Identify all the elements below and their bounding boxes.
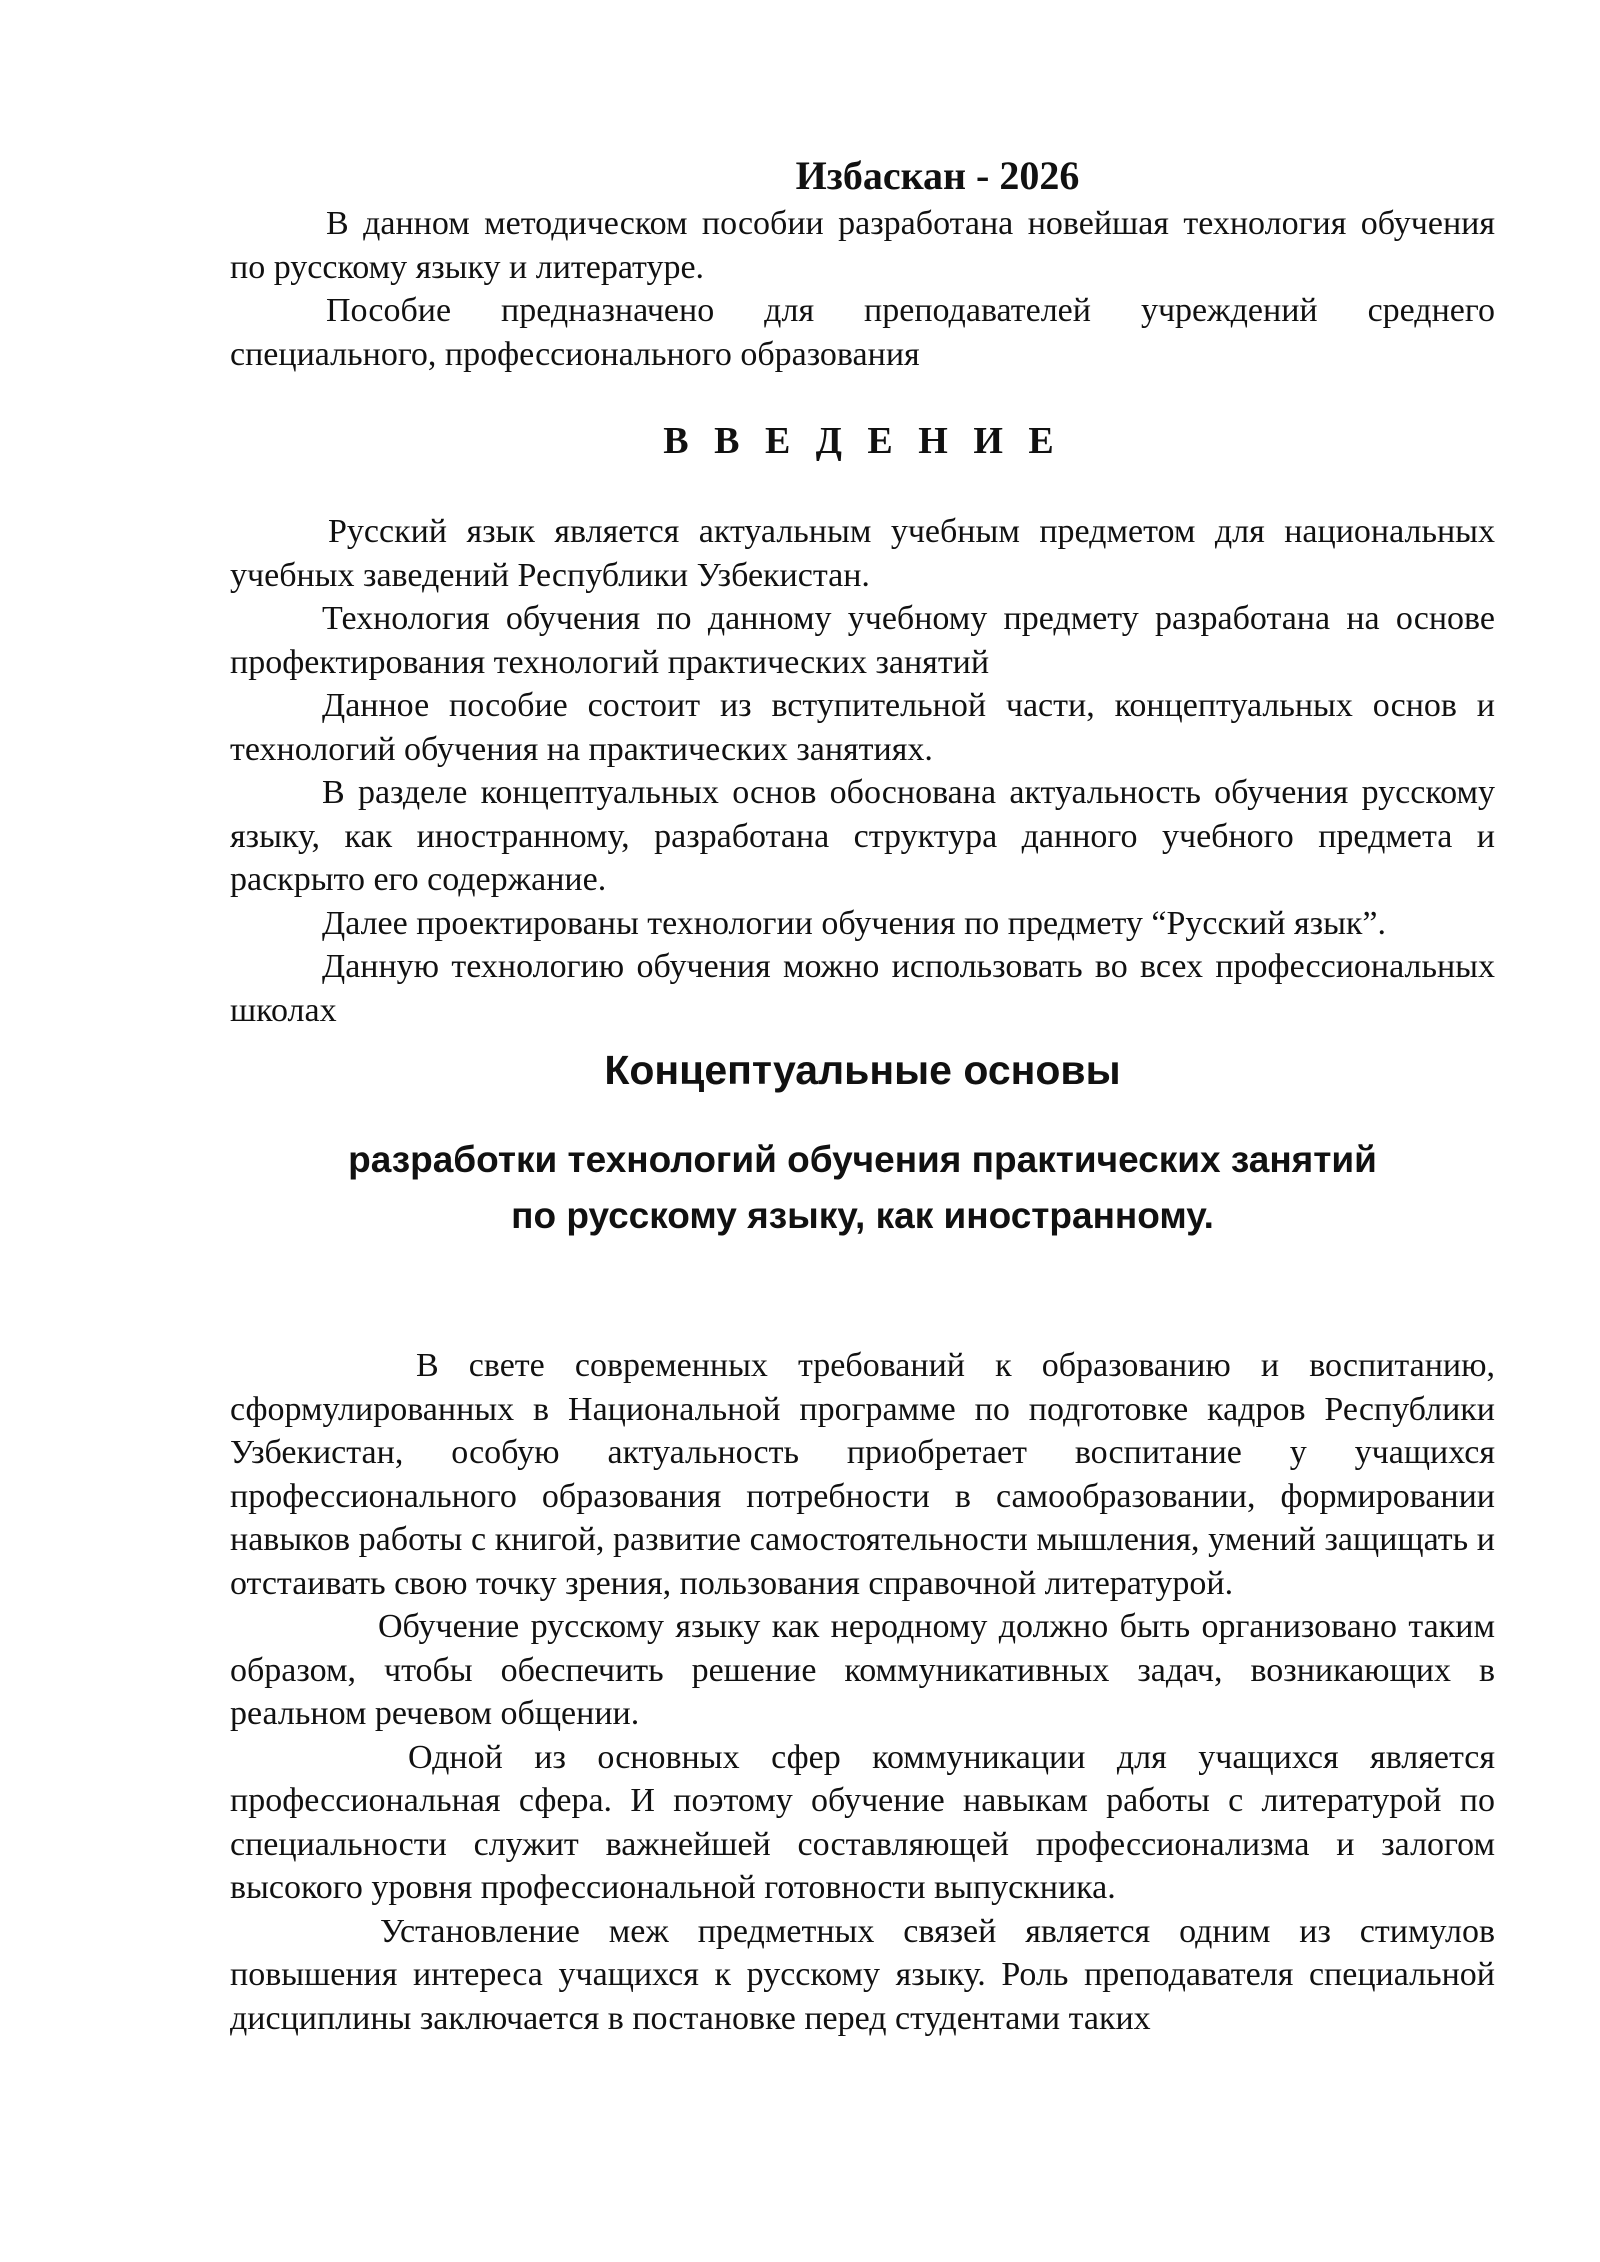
concept-subheading-line-2: по русскому языку, как иностранному. — [511, 1195, 1214, 1236]
concept-paragraph-3: Одной из основных сфер коммуникации для учащихся является профессиональная сфера. И поэтому обучение навыкам работы с литературой по специальности служит важнейшей составляющей профессионализма и залогом высокого уровня профессиональной готовности выпускника. — [230, 1738, 1495, 1906]
intro-section-paragraph-5: Далее проектированы технологии обучения по предмету “Русский язык”. — [322, 904, 1387, 942]
concept-paragraph-2: Обучение русскому языку как неродному должно быть организовано таким образом, чтобы обеспечить решение коммуникативных задач, возникающих в реальном речевом общении. — [230, 1608, 1495, 1732]
section-heading-introduction: В В Е Д Е Н И Е — [663, 420, 1062, 462]
document-page — [230, 150, 1495, 2040]
section-spacer — [230, 1244, 1495, 1344]
intro-section-paragraph-6: Данную технологию обучения можно использовать во всех профессиональных школах — [230, 948, 1495, 1029]
concept-heading: Концептуальные основы — [604, 1047, 1121, 1093]
intro-paragraph-2: Пособие предназначено для преподавателей учреждений среднего специального, профессионального образования — [230, 292, 1495, 373]
concept-subheading-line-1: разработки технологий обучения практических занятий — [348, 1139, 1377, 1180]
concept-paragraph-1: В свете современных требований к образованию и воспитанию, сформулированных в Национальной программе по подготовке кадров Республики Узбекистан, особую актуальность приобретает воспитание у учащихся профессионального образования потребности в самообразовании, формировании навыков работы с книгой, развитие самостоятельности мышления, умений защищать и отстаивать свою точку зрения, пользования справочной литературой. — [230, 1347, 1495, 1602]
document-title: Избаскан - 2026 — [795, 153, 1080, 198]
intro-paragraph-1: В данном методическом пособии разработана новейшая технология обучения по русскому языку и литературе. — [230, 205, 1495, 286]
intro-section-paragraph-2: Технология обучения по данному учебному предмету разработана на основе профектирования технологий практических занятий — [230, 600, 1495, 681]
concept-paragraph-4: Установление меж предметных связей является одним из стимулов повышения интереса учащихся к русскому языку. Роль преподавателя специальной дисциплины заключается в постановке перед студентами таких — [230, 1912, 1495, 2037]
intro-section-paragraph-4: В разделе концептуальных основ обоснована актуальность обучения русскому языку, как иностранному, разработана структура данного учебного предмета и раскрыто его содержание. — [230, 774, 1495, 898]
intro-section-paragraph-1: Русский язык является актуальным учебным предметом для национальных учебных заведений Республики Узбекистан. — [230, 513, 1495, 594]
intro-section-paragraph-3: Данное пособие состоит из вступительной части, концептуальных основ и технологий обучения на практических занятиях. — [230, 687, 1495, 768]
